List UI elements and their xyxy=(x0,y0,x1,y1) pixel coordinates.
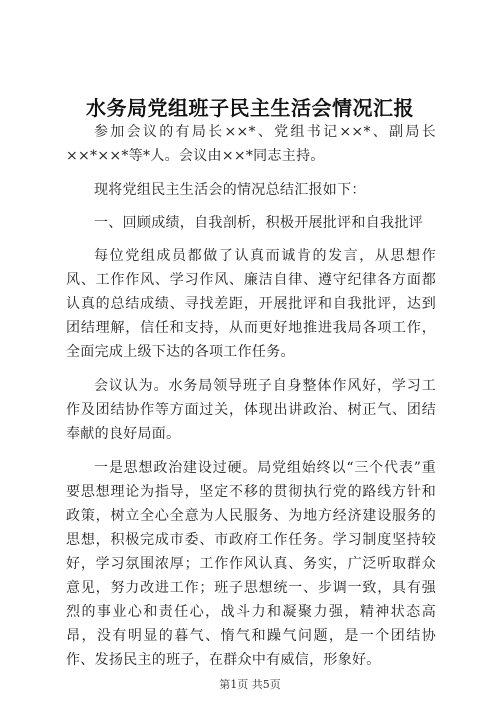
political-construction-paragraph: 一是思想政治建设过硬。局党组始终以“三个代表”重要思想理论为指导，坚定不移的贯彻执行党的路线方针和政策，树立全心全意为人民服务、为地方经济建设服务的思想，积极完成市委、市政府工作任务。学习制度坚持较好，学习氛围浓厚；工作作风认真、务实，广泛听取群众意见，努力改进工作；班子思想统一、步调一致，具有强烈的事业心和责任心，战斗力和凝聚力强，精神状态高昂，没有明显的暮气、惰气和躁气问题，是一个团结协作、发扬民主的班子，在群众中有威信，形象好。 xyxy=(66,460,436,668)
document-title: 水务局党组班子民主生活会情况汇报 xyxy=(86,96,414,120)
section-heading-1: 一、回顾成绩，自我剖析，积极开展批评和自我批评 xyxy=(94,215,423,231)
meeting-opinion-paragraph: 会议认为。水务局领导班子自身整体作风好，学习工作及团结协作等方面过关，体现出讲政治、树正气、团结奉献的良好局面。 xyxy=(66,378,436,442)
speech-paragraph: 每位党组成员都做了认真而诚肯的发言，从思想作风、工作作风、学习作风、廉洁自律、遵守纪律各方面都认真的总结成绩、寻找差距，开展批评和自我批评，达到团结理解，信任和支持，从而更好地推进我局各项工作，全面完成上级下达的各项工作任务。 xyxy=(66,248,436,360)
attendees-paragraph: 参加会议的有局长××*、党组书记××*、副局长××*××*等*人。会议由××*同志主持。 xyxy=(66,124,436,164)
page-footer: 第1页 共5页 xyxy=(219,678,281,691)
summary-intro-paragraph: 现将党组民主生活会的情况总结汇报如下： xyxy=(94,182,366,198)
document-body xyxy=(66,120,436,682)
